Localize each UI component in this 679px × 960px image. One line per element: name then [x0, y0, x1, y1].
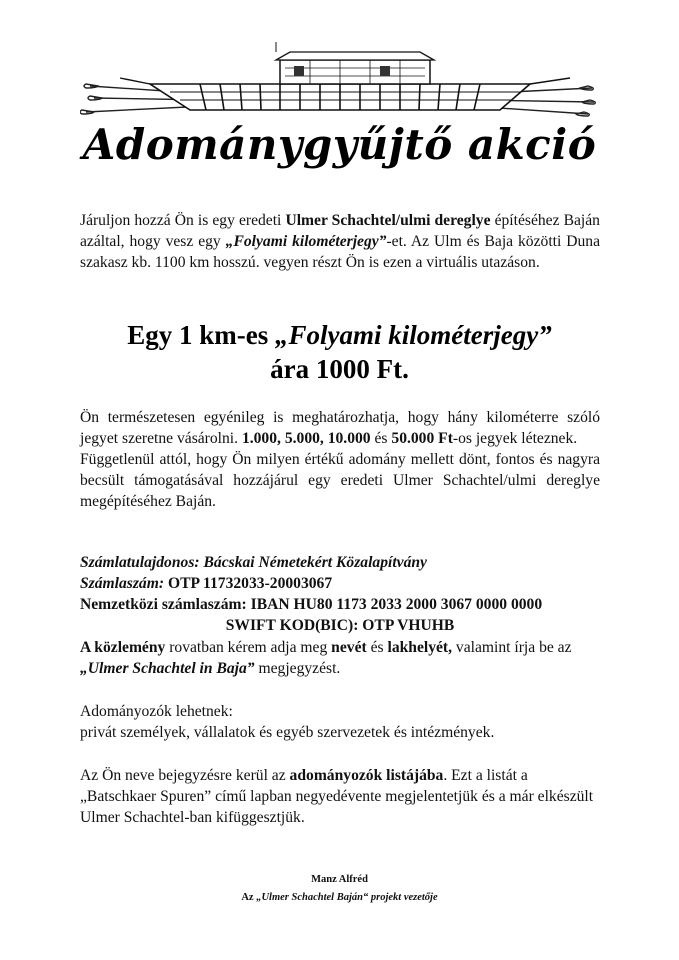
note-label: A közlemény	[80, 639, 166, 656]
signature-role	[0, 888, 679, 908]
bank-iban-value: IBAN HU80 1173 2033 2000 3067 0000 0000	[250, 596, 543, 613]
donor-list-text: . Ezt a listát a „Batschkaer Spuren” című lapban negyedévente megjelentetjük és a már elkészült Ulmer Schachtel-ban kifüggesztjük.	[80, 767, 594, 826]
signature-project-name: „Ulmer Schachtel Baján“	[256, 892, 369, 903]
intro-text: -et. Az Ulm és Baja közötti Duna szakasz kb. 1100 km hosszú. vegyen részt Ön is ezen a virtuális utazáson.	[80, 233, 601, 271]
signature-role-text: projekt vezetője	[368, 892, 438, 903]
headline-ticket-name: „Folyami kilométerjegy”	[275, 320, 552, 350]
note-reference: „Ulmer Schachtel in Baja”	[80, 660, 255, 677]
bank-owner-label: Számlatulajdonos:	[80, 554, 200, 571]
intro-text: Járuljon hozzá Ön is egy eredeti	[80, 212, 286, 229]
note-text: és	[366, 639, 388, 656]
note-residence: lakhelyét,	[387, 639, 453, 656]
headline-line-2: ára 1000 Ft.	[270, 354, 409, 384]
donor-list-paragraph	[80, 765, 600, 828]
headline-text: Egy 1 km-es	[127, 320, 276, 350]
bank-owner-line	[80, 552, 600, 573]
donor-list-text: Az Ön neve bejegyzésre kerül az	[80, 767, 290, 784]
bank-details	[80, 552, 600, 636]
signature-role-text: Az	[241, 892, 257, 903]
bank-iban-label: Nemzetközi számlaszám:	[80, 596, 247, 613]
ticket-support-text: Függetlenül attól, hogy Ön milyen értékű adomány mellett dönt, fontos és nagyra becsült támogatásával hozzájárul egy eredeti Ulmer Schachtel/ulmi dereglye megépítéséhez Baján.	[80, 451, 600, 510]
page-title: Adománygyűjtő akció	[82, 120, 597, 169]
ticket-paragraph	[80, 407, 600, 512]
ship-illustration-icon	[80, 28, 600, 128]
ticket-text: és	[370, 430, 392, 447]
intro-paragraph	[80, 210, 600, 273]
ticket-text: Ön természetesen egyénileg is meghatározhatja, hogy hány kilométerre szóló jegyet szeretne vásárolni.	[80, 409, 600, 447]
bank-account-label: Számlaszám:	[80, 575, 165, 592]
donor-list-name: adományozók listájába	[289, 767, 444, 784]
donors-heading: Adományozók lehetnek:	[80, 703, 233, 720]
headline-line-1	[0, 318, 679, 352]
bank-swift-line: SWIFT KOD(BIC): OTP VHUHB	[225, 617, 455, 634]
ticket-amounts: 1.000, 5.000, 10.000	[241, 430, 371, 447]
ticket-text: -os jegyek léteznek.	[452, 430, 578, 447]
bank-account-value: OTP 11732033-20003067	[167, 575, 333, 592]
note-text: rovatban kérem adja meg	[165, 639, 332, 656]
bank-iban-line	[80, 594, 600, 615]
intro-ship-name: Ulmer Schachtel/ulmi dereglye	[285, 212, 491, 229]
intro-text: építéséhez Baján azáltal, hogy vesz egy	[80, 212, 600, 250]
ticket-amount-max: 50.000 Ft	[391, 430, 453, 447]
bank-account-line	[80, 573, 600, 594]
note-paragraph	[80, 637, 600, 679]
donors-paragraph	[80, 701, 600, 743]
note-text: valamint írja be az	[452, 639, 572, 656]
note-name: nevét	[331, 639, 367, 656]
signature-name: Manz Alfréd	[311, 874, 368, 885]
note-text: megjegyzést.	[254, 660, 341, 677]
bank-owner-value: Bácskai Németekért Közalapítvány	[203, 554, 427, 571]
donors-list: privát személyek, vállalatok és egyéb szervezetek és intézmények.	[80, 724, 495, 741]
intro-ticket-name: „Folyami kilométerjegy”	[225, 233, 387, 250]
